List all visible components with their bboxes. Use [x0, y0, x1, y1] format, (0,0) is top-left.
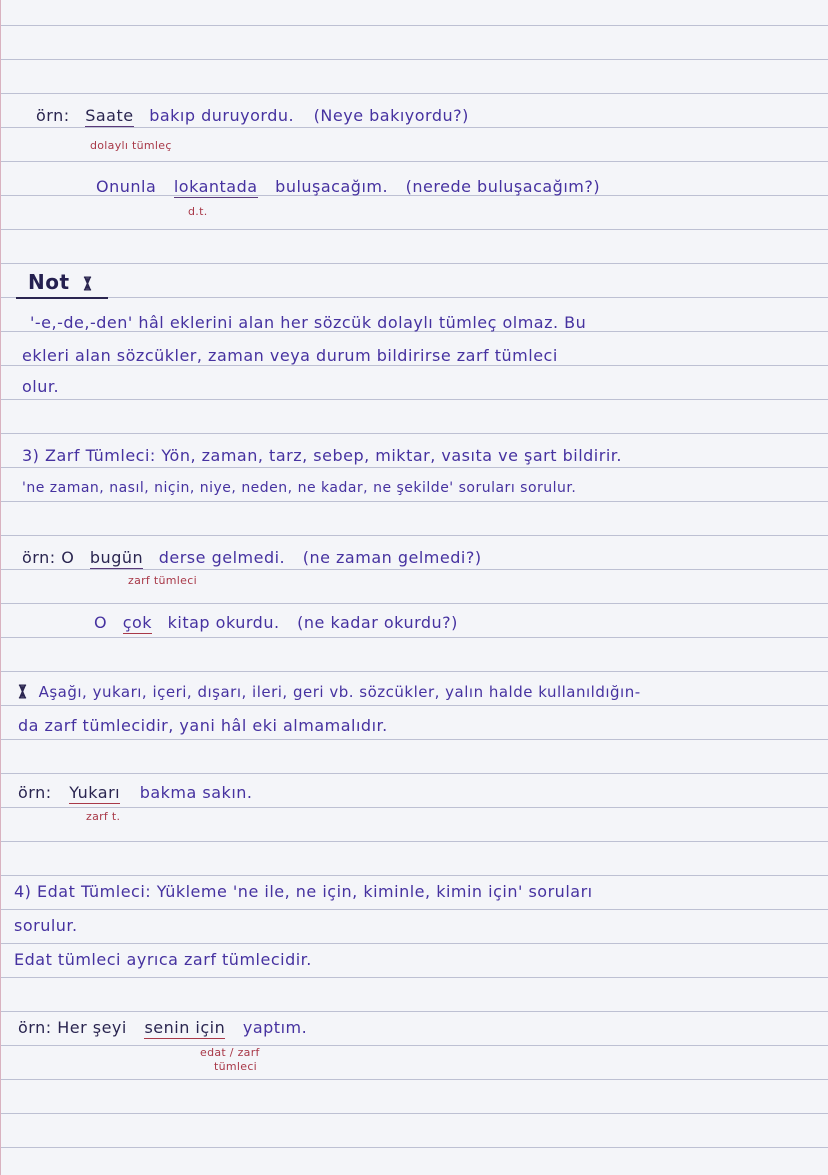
- example-6-prefix: örn: Her şeyi: [18, 1018, 127, 1037]
- example-1-question: (Neye bakıyordu?): [313, 106, 469, 125]
- example-3-prefix: örn: O: [22, 548, 75, 567]
- example-5-label: zarf t.: [86, 810, 121, 823]
- note-underline: [16, 297, 108, 299]
- example-6-target-word: senin için: [144, 1018, 226, 1037]
- example-3: [22, 548, 482, 567]
- note-title: Not: [28, 270, 70, 294]
- section-4-heading: 4) Edat Tümleci: Yükleme 'ne ile, ne için, kiminle, kimin için' soruları: [14, 882, 593, 901]
- example-4-rest: kitap okurdu.: [167, 613, 280, 632]
- example-2-label: d.t.: [188, 205, 208, 218]
- example-prefix: örn:: [36, 106, 70, 125]
- example-1-label: dolaylı tümleç: [90, 139, 172, 152]
- example-4-question: (ne kadar okurdu?): [297, 613, 458, 632]
- example-5-prefix: örn:: [18, 783, 52, 802]
- note-line-1: '-e,-de,-den' hâl eklerini alan her sözcük dolaylı tümleç olmaz. Bu: [30, 313, 587, 332]
- example-5: [18, 783, 252, 802]
- example-6: [18, 1018, 307, 1037]
- example-4-target-word: çok: [122, 613, 153, 632]
- example-3-rest: derse gelmedi.: [158, 548, 286, 567]
- note-heading: [28, 270, 92, 294]
- tip-line-2: da zarf tümlecidir, yani hâl eki almamalıdır.: [18, 716, 388, 735]
- example-3-label: zarf tümleci: [128, 574, 197, 587]
- section-4-line-3: Edat tümleci ayrıca zarf tümlecidir.: [14, 950, 312, 969]
- example-6-label-1: edat / zarf: [200, 1046, 260, 1059]
- note-line-3: olur.: [22, 377, 60, 396]
- example-5-rest: bakma sakın.: [139, 783, 253, 802]
- example-2-lead: Onunla: [96, 177, 157, 196]
- example-2: [96, 177, 600, 196]
- example-4: [94, 613, 458, 632]
- example-6-rest: yaptım.: [242, 1018, 308, 1037]
- hourglass-icon: [18, 684, 27, 699]
- tip-line-1: Aşağı, yukarı, içeri, dışarı, ileri, geri vb. sözcükler, yalın halde kullanıldığın-: [38, 683, 641, 701]
- example-2-target-word: lokantada: [173, 177, 258, 196]
- tip-line-1-wrap: [18, 682, 641, 701]
- note-line-2: ekleri alan sözcükler, zaman veya durum bildirirse zarf tümleci: [22, 346, 558, 365]
- hourglass-icon: [83, 276, 92, 291]
- section-3-heading: 3) Zarf Tümleci: Yön, zaman, tarz, sebep, miktar, vasıta ve şart bildirir.: [22, 446, 622, 465]
- example-3-question: (ne zaman gelmedi?): [302, 548, 482, 567]
- example-5-target-word: Yukarı: [69, 783, 121, 802]
- example-2-rest: buluşacağım.: [275, 177, 389, 196]
- margin-line: [0, 0, 1, 1175]
- section-3-line-2: 'ne zaman, nasıl, niçin, niye, neden, ne kadar, ne şekilde' soruları sorulur.: [22, 480, 577, 496]
- section-4-line-2: sorulur.: [14, 916, 78, 935]
- example-2-question: (nerede buluşacağım?): [405, 177, 601, 196]
- example-4-lead: O: [94, 613, 108, 632]
- example-6-label-2: tümleci: [214, 1060, 258, 1073]
- example-1-rest: bakıp duruyordu.: [149, 106, 295, 125]
- example-1-target-word: Saate: [85, 106, 134, 125]
- example-3-target-word: bugün: [89, 548, 144, 567]
- example-1: [36, 106, 469, 125]
